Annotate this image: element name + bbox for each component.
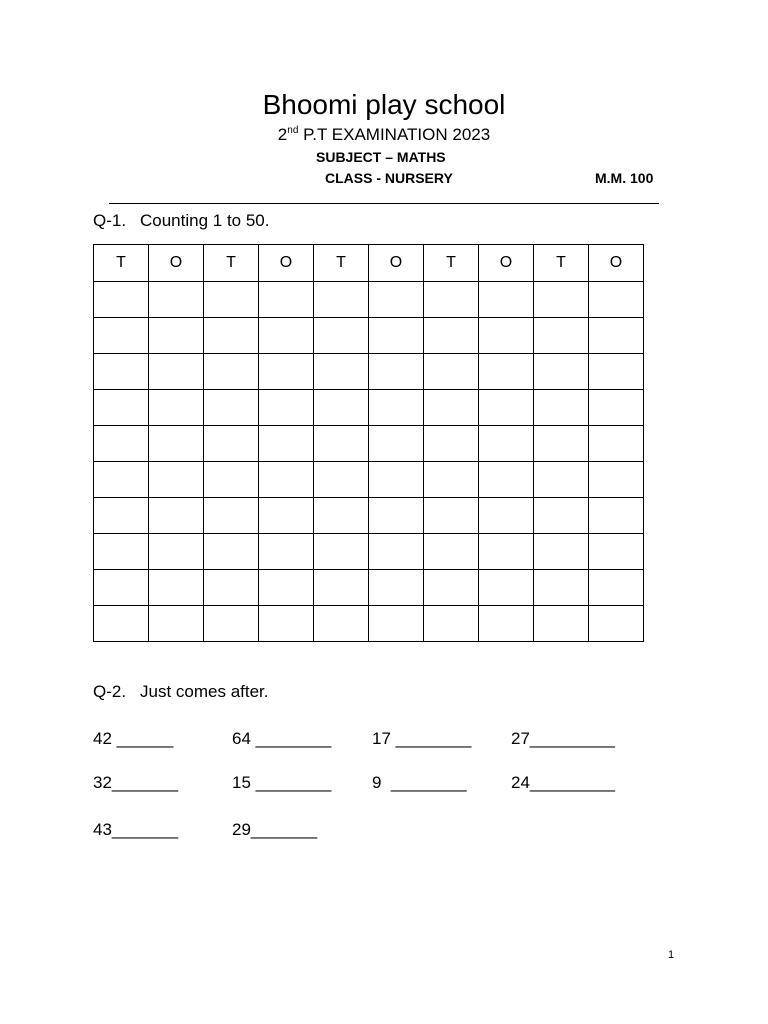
exam-title xyxy=(0,125,768,145)
grid-cell xyxy=(424,426,479,462)
grid-cell xyxy=(479,462,534,498)
grid-header-cell: T xyxy=(534,245,589,282)
grid-cell xyxy=(369,318,424,354)
grid-cell xyxy=(149,570,204,606)
grid-cell xyxy=(259,570,314,606)
grid-cell xyxy=(314,318,369,354)
grid-cell xyxy=(149,354,204,390)
grid-cell xyxy=(204,390,259,426)
grid-cell xyxy=(204,426,259,462)
grid-cell xyxy=(204,462,259,498)
grid-row xyxy=(94,390,644,426)
school-title: Bhoomi play school xyxy=(262,89,506,120)
grid-row xyxy=(94,498,644,534)
grid-cell xyxy=(424,282,479,318)
header-divider xyxy=(109,203,659,204)
grid-cell xyxy=(424,534,479,570)
blank-item: 32_______ xyxy=(93,773,179,792)
grid-cell xyxy=(369,426,424,462)
grid-cell xyxy=(424,390,479,426)
grid-header-cell: T xyxy=(314,245,369,282)
grid-cell xyxy=(94,534,149,570)
grid-cell xyxy=(369,498,424,534)
grid-cell xyxy=(204,318,259,354)
grid-row xyxy=(94,318,644,354)
grid-cell xyxy=(204,534,259,570)
grid-header-cell: T xyxy=(94,245,149,282)
grid-row xyxy=(94,426,644,462)
grid-cell xyxy=(314,282,369,318)
grid-cell xyxy=(94,318,149,354)
max-marks: M.M. 100 xyxy=(595,170,654,186)
grid-cell xyxy=(204,606,259,642)
blank-item: 17 ________ xyxy=(372,729,472,748)
grid-cell xyxy=(314,426,369,462)
grid-cell xyxy=(314,606,369,642)
grid-cell xyxy=(424,462,479,498)
exam-name: P.T EXAMINATION 2023 xyxy=(298,125,491,144)
grid-cell xyxy=(149,426,204,462)
grid-cell xyxy=(94,498,149,534)
grid-cell xyxy=(314,534,369,570)
class-label: CLASS - NURSERY xyxy=(325,170,453,186)
grid-cell xyxy=(94,426,149,462)
grid-cell xyxy=(424,606,479,642)
grid-cell xyxy=(534,318,589,354)
question-2-number: Q-2. xyxy=(93,682,127,701)
grid-cell xyxy=(94,282,149,318)
grid-header-row xyxy=(94,245,644,282)
grid-cell xyxy=(259,282,314,318)
question-1-text: Counting 1 to 50. xyxy=(140,211,270,230)
blank-item: 29_______ xyxy=(232,820,318,839)
grid-cell xyxy=(94,570,149,606)
grid-row xyxy=(94,462,644,498)
question-1 xyxy=(93,211,269,231)
grid-cell xyxy=(149,534,204,570)
grid-cell xyxy=(534,498,589,534)
blank-item: 15 ________ xyxy=(232,773,332,792)
grid-cell xyxy=(424,570,479,606)
grid-row xyxy=(94,282,644,318)
question-1-number: Q-1. xyxy=(93,211,127,230)
grid-cell xyxy=(589,570,644,606)
grid-cell xyxy=(534,606,589,642)
blank-item: 43_______ xyxy=(93,820,179,839)
grid-cell xyxy=(589,318,644,354)
grid-cell xyxy=(314,498,369,534)
grid-cell xyxy=(94,354,149,390)
grid-header-cell: T xyxy=(424,245,479,282)
grid-cell xyxy=(259,426,314,462)
grid-cell xyxy=(534,426,589,462)
grid-cell xyxy=(589,390,644,426)
exam-ordinal: 2 xyxy=(277,125,288,144)
grid-cell xyxy=(424,498,479,534)
grid-cell xyxy=(589,282,644,318)
grid-header-cell: O xyxy=(259,245,314,282)
grid-cell xyxy=(314,570,369,606)
grid-cell xyxy=(259,606,314,642)
grid-cell xyxy=(314,354,369,390)
blank-item: 42 ______ xyxy=(93,729,174,748)
grid-cell xyxy=(259,534,314,570)
grid-cell xyxy=(534,354,589,390)
blank-item: 64 ________ xyxy=(232,729,332,748)
grid-cell xyxy=(534,390,589,426)
counting-grid xyxy=(93,244,644,642)
grid-cell xyxy=(479,534,534,570)
grid-cell xyxy=(259,498,314,534)
grid-cell xyxy=(369,390,424,426)
grid-cell xyxy=(589,462,644,498)
grid-cell xyxy=(479,282,534,318)
grid-cell xyxy=(259,318,314,354)
grid-cell xyxy=(259,462,314,498)
grid-cell xyxy=(534,534,589,570)
question-2-text: Just comes after. xyxy=(140,682,269,701)
exam-ordinal-suffix: nd xyxy=(287,125,299,136)
grid-cell xyxy=(534,570,589,606)
grid-header-cell: O xyxy=(149,245,204,282)
grid-cell xyxy=(479,570,534,606)
grid-cell xyxy=(424,318,479,354)
grid-row xyxy=(94,606,644,642)
grid-cell xyxy=(369,462,424,498)
grid-cell xyxy=(204,354,259,390)
grid-cell xyxy=(149,390,204,426)
grid-cell xyxy=(204,498,259,534)
grid-cell xyxy=(589,606,644,642)
grid-cell xyxy=(204,570,259,606)
grid-cell xyxy=(534,462,589,498)
grid-cell xyxy=(424,354,479,390)
grid-cell xyxy=(149,606,204,642)
grid-cell xyxy=(94,462,149,498)
grid-cell xyxy=(149,318,204,354)
grid-cell xyxy=(369,606,424,642)
grid-cell xyxy=(479,426,534,462)
question-2 xyxy=(93,682,269,702)
grid-cell xyxy=(589,498,644,534)
page-number: 1 xyxy=(668,949,675,961)
blank-item: 9 ________ xyxy=(372,773,467,792)
grid-cell xyxy=(314,390,369,426)
grid-header-cell: T xyxy=(204,245,259,282)
grid-cell xyxy=(534,282,589,318)
grid-cell xyxy=(94,390,149,426)
grid-cell xyxy=(259,390,314,426)
grid-cell xyxy=(479,354,534,390)
grid-cell xyxy=(369,570,424,606)
grid-row xyxy=(94,354,644,390)
grid-cell xyxy=(149,282,204,318)
grid-cell xyxy=(369,282,424,318)
grid-cell xyxy=(479,390,534,426)
grid-cell xyxy=(479,498,534,534)
subject-label: SUBJECT – MATHS xyxy=(316,149,446,165)
grid-cell xyxy=(259,354,314,390)
grid-cell xyxy=(589,534,644,570)
grid-cell xyxy=(149,498,204,534)
grid-cell xyxy=(589,354,644,390)
grid-header-cell: O xyxy=(589,245,644,282)
grid-cell xyxy=(479,606,534,642)
grid-cell xyxy=(149,462,204,498)
grid-row xyxy=(94,534,644,570)
grid-header-cell: O xyxy=(479,245,534,282)
grid-cell xyxy=(479,318,534,354)
grid-cell xyxy=(314,462,369,498)
blank-item: 27_________ xyxy=(511,729,616,748)
blank-item: 24_________ xyxy=(511,773,616,792)
grid-cell xyxy=(369,534,424,570)
grid-row xyxy=(94,570,644,606)
grid-header-cell: O xyxy=(369,245,424,282)
grid-cell xyxy=(589,426,644,462)
grid-cell xyxy=(369,354,424,390)
grid-cell xyxy=(204,282,259,318)
grid-cell xyxy=(94,606,149,642)
